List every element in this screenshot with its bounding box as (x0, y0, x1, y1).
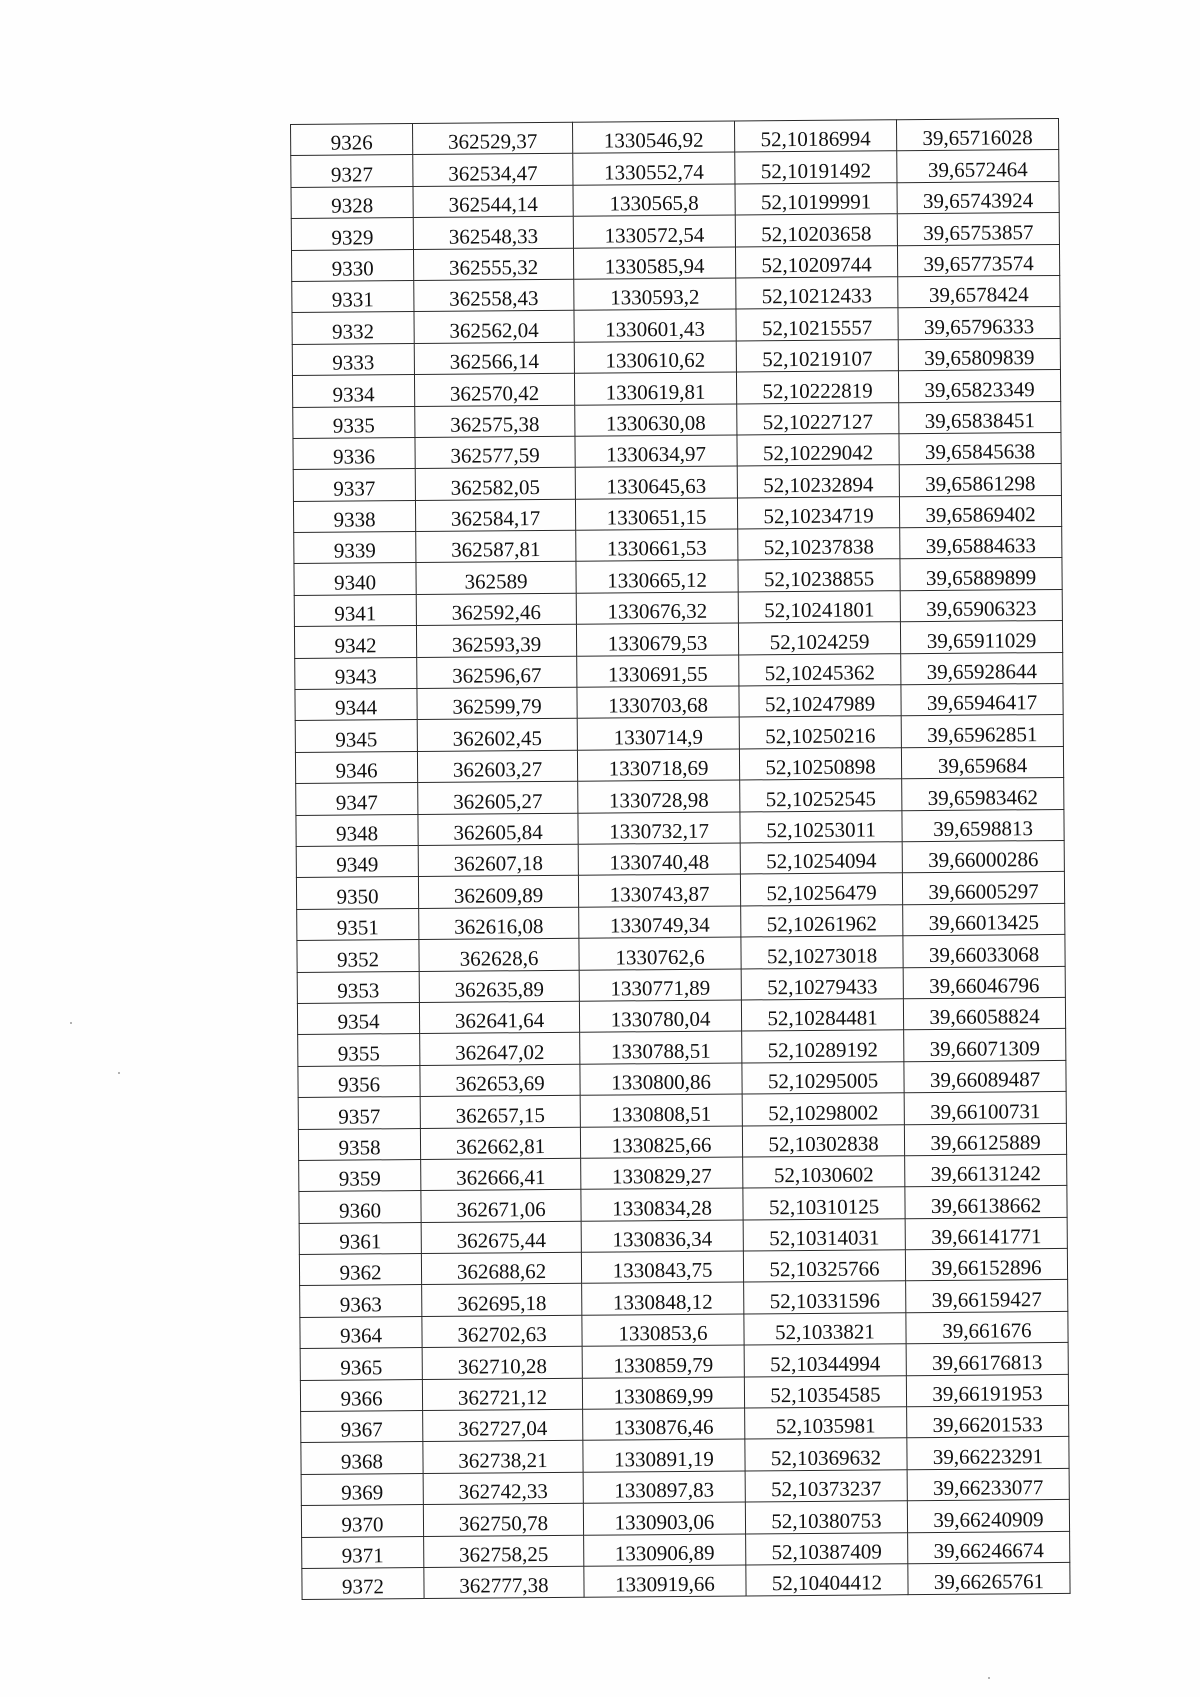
longitude-cell: 39,661676 (906, 1311, 1068, 1344)
latitude-cell: 52,10380753 (745, 1501, 907, 1534)
y-coordinate-cell: 1330572,54 (573, 215, 735, 248)
latitude-cell: 52,10325766 (743, 1250, 905, 1283)
point-number-cell: 9366 (300, 1379, 422, 1411)
x-coordinate-cell: 362589 (416, 562, 576, 595)
longitude-cell: 39,65861298 (899, 464, 1061, 497)
point-number-cell: 9331 (292, 280, 414, 312)
point-number-cell: 9338 (293, 500, 415, 532)
point-number-cell: 9364 (300, 1316, 422, 1348)
scan-speck (988, 1677, 990, 1679)
latitude-cell: 52,10279433 (741, 967, 903, 1000)
y-coordinate-cell: 1330619,81 (574, 372, 736, 405)
longitude-cell: 39,66223291 (907, 1437, 1069, 1470)
x-coordinate-cell: 362750,78 (423, 1503, 583, 1536)
longitude-cell: 39,66000286 (902, 840, 1064, 873)
y-coordinate-cell: 1330800,86 (580, 1063, 742, 1096)
latitude-cell: 52,10241801 (738, 591, 900, 624)
x-coordinate-cell: 362529,37 (413, 122, 573, 155)
point-number-cell: 9367 (301, 1411, 423, 1443)
x-coordinate-cell: 362570,42 (414, 373, 574, 406)
point-number-cell: 9361 (299, 1222, 421, 1254)
latitude-cell: 52,10310125 (743, 1187, 905, 1220)
longitude-cell: 39,65928644 (901, 652, 1063, 685)
latitude-cell: 52,10404412 (746, 1564, 908, 1597)
x-coordinate-cell: 362688,62 (421, 1252, 581, 1285)
y-coordinate-cell: 1330691,55 (577, 655, 739, 688)
y-coordinate-cell: 1330546,92 (572, 121, 734, 154)
y-coordinate-cell: 1330610,62 (574, 341, 736, 374)
y-coordinate-cell: 1330859,79 (582, 1345, 744, 1378)
point-number-cell: 9329 (291, 218, 413, 250)
latitude-cell: 52,10302838 (742, 1124, 904, 1157)
longitude-cell: 39,66246674 (908, 1531, 1070, 1564)
x-coordinate-cell: 362635,89 (419, 970, 579, 1003)
longitude-cell: 39,66046796 (903, 966, 1065, 999)
longitude-cell: 39,66159427 (906, 1280, 1068, 1313)
point-number-cell: 9334 (292, 375, 414, 407)
longitude-cell: 39,65823349 (898, 370, 1060, 403)
x-coordinate-cell: 362653,69 (420, 1064, 580, 1097)
point-number-cell: 9357 (298, 1097, 420, 1129)
y-coordinate-cell: 1330788,51 (580, 1031, 742, 1064)
x-coordinate-cell: 362695,18 (422, 1284, 582, 1317)
x-coordinate-cell: 362616,08 (419, 907, 579, 940)
table-row (301, 1405, 1069, 1442)
y-coordinate-cell: 1330732,17 (578, 812, 740, 845)
x-coordinate-cell: 362609,89 (418, 876, 578, 909)
y-coordinate-cell: 1330634,97 (575, 435, 737, 468)
x-coordinate-cell: 362702,63 (422, 1315, 582, 1348)
latitude-cell: 52,10237838 (738, 528, 900, 561)
y-coordinate-cell: 1330665,12 (576, 560, 738, 593)
x-coordinate-cell: 362727,04 (423, 1409, 583, 1442)
latitude-cell: 52,10250898 (739, 748, 901, 781)
point-number-cell: 9335 (293, 406, 415, 438)
y-coordinate-cell: 1330829,27 (581, 1157, 743, 1190)
x-coordinate-cell: 362558,43 (414, 279, 574, 312)
latitude-cell: 52,10232894 (737, 465, 899, 498)
point-number-cell: 9350 (296, 877, 418, 909)
point-number-cell: 9346 (295, 751, 417, 783)
y-coordinate-cell: 1330645,63 (575, 466, 737, 499)
longitude-cell: 39,66141771 (905, 1217, 1067, 1250)
x-coordinate-cell: 362758,25 (424, 1535, 584, 1568)
latitude-cell: 52,1033821 (744, 1313, 906, 1346)
table-row (302, 1562, 1070, 1599)
latitude-cell: 52,10373237 (745, 1469, 907, 1502)
latitude-cell: 52,10284481 (741, 999, 903, 1032)
latitude-cell: 52,10186994 (734, 120, 896, 153)
longitude-cell: 39,66233077 (907, 1468, 1069, 1501)
x-coordinate-cell: 362605,84 (418, 813, 578, 846)
longitude-cell: 39,66005297 (902, 872, 1064, 905)
point-number-cell: 9355 (298, 1034, 420, 1066)
x-coordinate-cell: 362671,06 (421, 1190, 581, 1223)
latitude-cell: 52,10314031 (743, 1218, 905, 1251)
y-coordinate-cell: 1330853,6 (582, 1314, 744, 1347)
x-coordinate-cell: 362666,41 (421, 1158, 581, 1191)
x-coordinate-cell: 362599,79 (417, 687, 577, 720)
longitude-cell: 39,66131242 (905, 1154, 1067, 1187)
point-number-cell: 9332 (292, 312, 414, 344)
longitude-cell: 39,6578424 (898, 275, 1060, 308)
point-number-cell: 9340 (294, 563, 416, 595)
point-number-cell: 9345 (295, 720, 417, 752)
point-number-cell: 9370 (301, 1505, 423, 1537)
latitude-cell: 52,10215557 (736, 308, 898, 341)
point-number-cell: 9356 (298, 1065, 420, 1097)
latitude-cell: 52,10222819 (736, 371, 898, 404)
point-number-cell: 9352 (297, 940, 419, 972)
y-coordinate-cell: 1330808,51 (580, 1094, 742, 1127)
x-coordinate-cell: 362603,27 (417, 750, 577, 783)
x-coordinate-cell: 362587,81 (416, 530, 576, 563)
point-number-cell: 9363 (300, 1285, 422, 1317)
latitude-cell: 52,10212433 (736, 277, 898, 310)
latitude-cell: 52,10261962 (741, 904, 903, 937)
y-coordinate-cell: 1330714,9 (577, 717, 739, 750)
latitude-cell: 52,10256479 (740, 873, 902, 906)
y-coordinate-cell: 1330661,53 (576, 529, 738, 562)
latitude-cell: 52,10199991 (735, 183, 897, 216)
x-coordinate-cell: 362738,21 (423, 1441, 583, 1474)
latitude-cell: 52,1030602 (743, 1156, 905, 1189)
latitude-cell: 52,10369632 (745, 1438, 907, 1471)
y-coordinate-cell: 1330565,8 (573, 184, 735, 217)
scan-speck (70, 1022, 72, 1024)
latitude-cell: 52,10209744 (735, 245, 897, 278)
latitude-cell: 52,1035981 (745, 1407, 907, 1440)
longitude-cell: 39,66138662 (905, 1186, 1067, 1219)
coordinates-table-body (291, 118, 1071, 1599)
latitude-cell: 52,10234719 (737, 496, 899, 529)
x-coordinate-cell: 362575,38 (415, 405, 575, 438)
y-coordinate-cell: 1330848,12 (582, 1282, 744, 1315)
y-coordinate-cell: 1330836,34 (581, 1220, 743, 1253)
point-number-cell: 9368 (301, 1442, 423, 1474)
x-coordinate-cell: 362602,45 (417, 719, 577, 752)
point-number-cell: 9341 (294, 594, 416, 626)
point-number-cell: 9351 (297, 908, 419, 940)
latitude-cell: 52,10245362 (739, 653, 901, 686)
x-coordinate-cell: 362548,33 (413, 216, 573, 249)
latitude-cell: 52,10354585 (744, 1375, 906, 1408)
longitude-cell: 39,65753857 (897, 213, 1059, 246)
longitude-cell: 39,65838451 (899, 401, 1061, 434)
x-coordinate-cell: 362641,64 (419, 1001, 579, 1034)
y-coordinate-cell: 1330585,94 (573, 247, 735, 280)
y-coordinate-cell: 1330651,15 (575, 498, 737, 531)
latitude-cell: 52,10331596 (744, 1281, 906, 1314)
point-number-cell: 9347 (296, 783, 418, 815)
latitude-cell: 52,10219107 (736, 339, 898, 372)
point-number-cell: 9353 (297, 971, 419, 1003)
point-number-cell: 9369 (301, 1473, 423, 1505)
x-coordinate-cell: 362592,46 (416, 593, 576, 626)
longitude-cell: 39,66033068 (903, 935, 1065, 968)
longitude-cell: 39,65889899 (900, 558, 1062, 591)
point-number-cell: 9327 (291, 155, 413, 187)
longitude-cell: 39,659684 (901, 746, 1063, 779)
point-number-cell: 9339 (294, 532, 416, 564)
table-row (293, 401, 1061, 438)
longitude-cell: 39,6572464 (897, 150, 1059, 183)
x-coordinate-cell: 362657,15 (420, 1095, 580, 1128)
y-coordinate-cell: 1330601,43 (574, 309, 736, 342)
point-number-cell: 9349 (296, 846, 418, 878)
table-row (297, 903, 1065, 940)
point-number-cell: 9343 (295, 657, 417, 689)
longitude-cell: 39,65809839 (898, 338, 1060, 371)
longitude-cell: 39,65773574 (897, 244, 1059, 277)
longitude-cell: 39,65962851 (901, 715, 1063, 748)
latitude-cell: 52,10254094 (740, 842, 902, 875)
latitude-cell: 52,10250216 (739, 716, 901, 749)
longitude-cell: 39,66176813 (906, 1343, 1068, 1376)
longitude-cell: 39,65911029 (900, 621, 1062, 654)
x-coordinate-cell: 362721,12 (422, 1378, 582, 1411)
y-coordinate-cell: 1330843,75 (581, 1251, 743, 1284)
x-coordinate-cell: 362647,02 (420, 1033, 580, 1066)
longitude-cell: 39,66152896 (905, 1248, 1067, 1281)
latitude-cell: 52,10191492 (735, 151, 897, 184)
longitude-cell: 39,65946417 (901, 683, 1063, 716)
latitude-cell: 52,10247989 (739, 685, 901, 718)
longitude-cell: 39,66201533 (907, 1405, 1069, 1438)
y-coordinate-cell: 1330762,6 (579, 937, 741, 970)
latitude-cell: 52,10273018 (741, 936, 903, 969)
longitude-cell: 39,66191953 (906, 1374, 1068, 1407)
y-coordinate-cell: 1330876,46 (583, 1408, 745, 1441)
point-number-cell: 9328 (291, 186, 413, 218)
y-coordinate-cell: 1330869,99 (582, 1377, 744, 1410)
latitude-cell: 52,10238855 (738, 559, 900, 592)
point-number-cell: 9360 (299, 1191, 421, 1223)
y-coordinate-cell: 1330593,2 (574, 278, 736, 311)
x-coordinate-cell: 362777,38 (424, 1566, 584, 1599)
longitude-cell: 39,66089487 (904, 1060, 1066, 1093)
longitude-cell: 39,65743924 (897, 181, 1059, 214)
y-coordinate-cell: 1330728,98 (578, 780, 740, 813)
longitude-cell: 39,6598813 (902, 809, 1064, 842)
latitude-cell: 52,10295005 (742, 1061, 904, 1094)
longitude-cell: 39,66058824 (903, 997, 1065, 1030)
latitude-cell: 52,10344994 (744, 1344, 906, 1377)
x-coordinate-cell: 362544,14 (413, 185, 573, 218)
latitude-cell: 52,10387409 (746, 1532, 908, 1565)
point-number-cell: 9333 (292, 343, 414, 375)
point-number-cell: 9336 (293, 437, 415, 469)
x-coordinate-cell: 362566,14 (414, 342, 574, 375)
point-number-cell: 9359 (299, 1159, 421, 1191)
y-coordinate-cell: 1330825,66 (580, 1125, 742, 1158)
y-coordinate-cell: 1330780,04 (579, 1000, 741, 1033)
x-coordinate-cell: 362605,27 (418, 781, 578, 814)
longitude-cell: 39,66071309 (904, 1029, 1066, 1062)
point-number-cell: 9337 (293, 469, 415, 501)
longitude-cell: 39,65884633 (900, 527, 1062, 560)
table-row (300, 1374, 1068, 1411)
longitude-cell: 39,65716028 (896, 118, 1058, 151)
y-coordinate-cell: 1330630,08 (575, 404, 737, 437)
point-number-cell: 9371 (302, 1536, 424, 1568)
point-number-cell: 9354 (297, 1002, 419, 1034)
x-coordinate-cell: 362607,18 (418, 844, 578, 877)
y-coordinate-cell: 1330676,32 (576, 592, 738, 625)
y-coordinate-cell: 1330552,74 (573, 152, 735, 185)
x-coordinate-cell: 362628,6 (419, 938, 579, 971)
latitude-cell: 52,1024259 (738, 622, 900, 655)
latitude-cell: 52,10227127 (737, 402, 899, 435)
point-number-cell: 9362 (299, 1254, 421, 1286)
latitude-cell: 52,10203658 (735, 214, 897, 247)
table-row (296, 872, 1064, 909)
x-coordinate-cell: 362577,59 (415, 436, 575, 469)
x-coordinate-cell: 362534,47 (413, 154, 573, 187)
longitude-cell: 39,66125889 (904, 1123, 1066, 1156)
x-coordinate-cell: 362582,05 (415, 468, 575, 501)
longitude-cell: 39,65845638 (899, 432, 1061, 465)
point-number-cell: 9372 (302, 1567, 424, 1599)
y-coordinate-cell: 1330749,34 (579, 906, 741, 939)
latitude-cell: 52,10298002 (742, 1093, 904, 1126)
point-number-cell: 9358 (298, 1128, 420, 1160)
y-coordinate-cell: 1330891,19 (583, 1439, 745, 1472)
latitude-cell: 52,10289192 (742, 1030, 904, 1063)
point-number-cell: 9344 (295, 689, 417, 721)
longitude-cell: 39,66100731 (904, 1092, 1066, 1125)
point-number-cell: 9365 (300, 1348, 422, 1380)
x-coordinate-cell: 362675,44 (421, 1221, 581, 1254)
longitude-cell: 39,66265761 (908, 1562, 1070, 1595)
y-coordinate-cell: 1330903,06 (583, 1502, 745, 1535)
longitude-cell: 39,65906323 (900, 589, 1062, 622)
y-coordinate-cell: 1330679,53 (576, 623, 738, 656)
y-coordinate-cell: 1330834,28 (581, 1188, 743, 1221)
latitude-cell: 52,10229042 (737, 434, 899, 467)
y-coordinate-cell: 1330906,89 (584, 1534, 746, 1567)
latitude-cell: 52,10252545 (740, 779, 902, 812)
point-number-cell: 9326 (291, 124, 413, 156)
latitude-cell: 52,10253011 (740, 810, 902, 843)
x-coordinate-cell: 362555,32 (413, 248, 573, 281)
y-coordinate-cell: 1330743,87 (578, 874, 740, 907)
point-number-cell: 9342 (294, 626, 416, 658)
x-coordinate-cell: 362710,28 (422, 1346, 582, 1379)
longitude-cell: 39,66240909 (907, 1500, 1069, 1533)
x-coordinate-cell: 362584,17 (415, 499, 575, 532)
y-coordinate-cell: 1330718,69 (577, 749, 739, 782)
y-coordinate-cell: 1330703,68 (577, 686, 739, 719)
longitude-cell: 39,65796333 (898, 307, 1060, 340)
y-coordinate-cell: 1330897,83 (583, 1471, 745, 1504)
x-coordinate-cell: 362596,67 (417, 656, 577, 689)
x-coordinate-cell: 362593,39 (416, 625, 576, 658)
y-coordinate-cell: 1330771,89 (579, 969, 741, 1002)
y-coordinate-cell: 1330740,48 (578, 843, 740, 876)
coordinates-table (290, 118, 1071, 1600)
x-coordinate-cell: 362742,33 (423, 1472, 583, 1505)
table-row (292, 370, 1060, 407)
x-coordinate-cell: 362562,04 (414, 311, 574, 344)
y-coordinate-cell: 1330919,66 (584, 1565, 746, 1598)
point-number-cell: 9330 (291, 249, 413, 281)
x-coordinate-cell: 362662,81 (420, 1127, 580, 1160)
point-number-cell: 9348 (296, 814, 418, 846)
longitude-cell: 39,65869402 (899, 495, 1061, 528)
longitude-cell: 39,65983462 (902, 778, 1064, 811)
scan-speck (118, 1072, 120, 1074)
longitude-cell: 39,66013425 (903, 903, 1065, 936)
